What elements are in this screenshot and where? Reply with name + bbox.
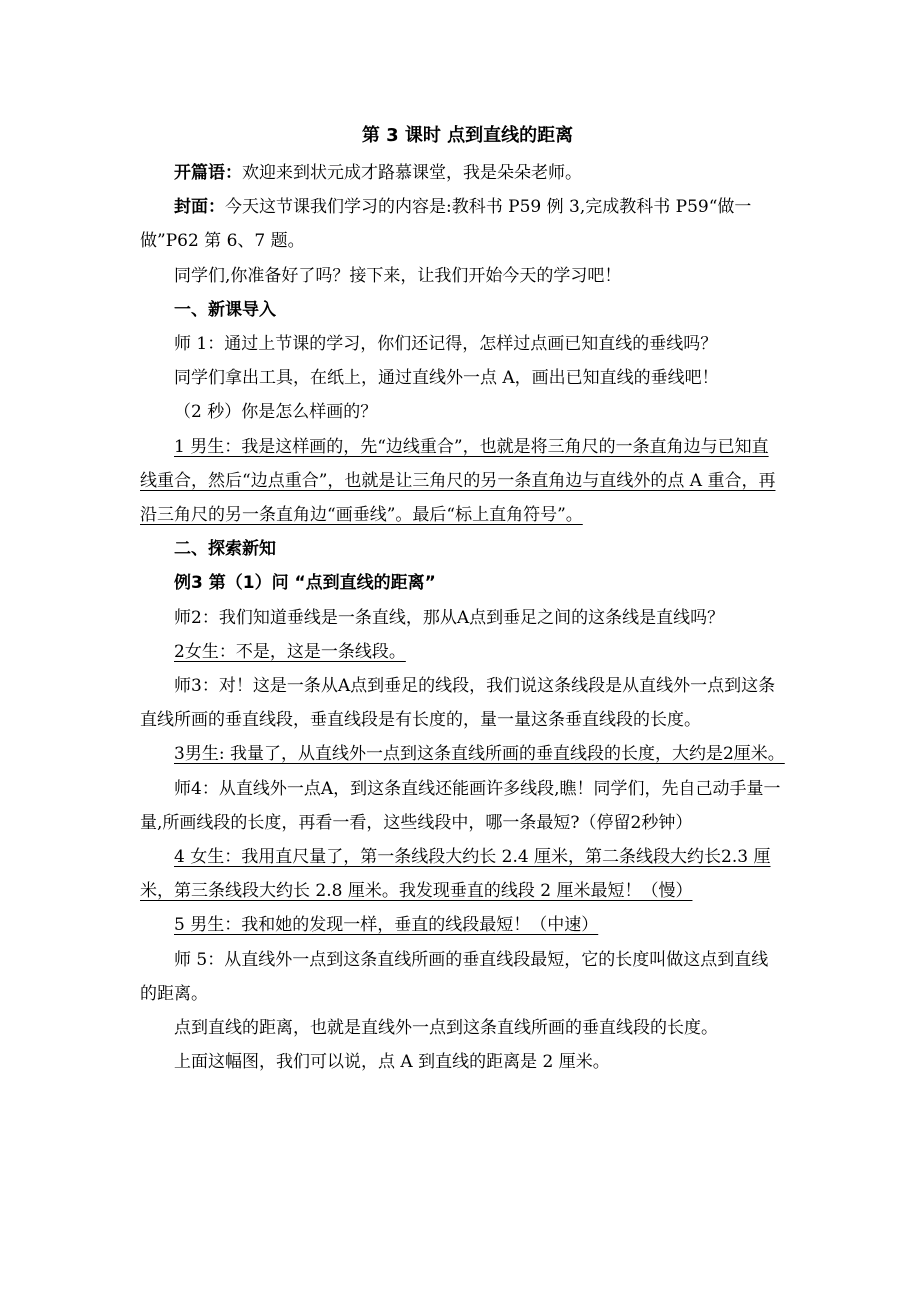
student-line-4-text: 4 女生：我用直尺量了，第一条线段大约长 2.4 厘米，第二条线段大约长2.3 厘米，第三条线段大约长 2.8 厘米。我发现垂直的线段 2 厘米最短！（慢） [140,847,771,902]
example-heading: 例3 第（1）问 “点到直线的距离” [174,573,436,594]
document-page [140,116,785,1079]
section-heading-intro: 一、新课导入 [174,299,276,320]
student-line-5-text: 5 男生：我和她的发现一样，垂直的线段最短！（中速） [174,915,599,936]
student-line-3 [140,737,785,771]
opening-paragraph [140,156,785,190]
opening-text: 欢迎来到状元成才路慕课堂，我是朵朵老师。 [242,163,582,183]
cover-text: 今天这节课我们学习的内容是:教科书 P59 例 3,完成教科书 P59“做一做”P62 第 6、7 题。 [140,197,752,252]
teacher-line-4: 师4：从直线外一点A，到这条直线还能画许多线段,瞧！同学们，先自己动手量一量,所画线段的长度，再看一看，这些线段中，哪一条最短?（停留2秒钟） [140,778,781,833]
teacher-line-2: 师2：我们知道垂线是一条直线，那从A点到垂足之间的这条线是直线吗？ [174,607,725,628]
teacher-line-1b: 同学们拿出工具，在纸上，通过直线外一点 A，画出已知直线的垂线吧！ [174,368,719,389]
opening-label: 开篇语： [174,163,242,183]
student-line-1 [140,430,785,533]
teacher-line-1c: （2 秒）你是怎么样画的？ [174,402,378,423]
student-line-2-text: 2女生：不是，这是一条线段。 [174,641,406,662]
student-line-3-text: 3男生: 我量了，从直线外一点到这条直线所画的垂直线段的长度，大约是2厘米。 [174,744,785,765]
cover-paragraph [140,190,785,258]
ready-paragraph: 同学们,你准备好了吗？接下来，让我们开始今天的学习吧！ [174,265,622,286]
page-title: 第 3 课时 点到直线的距离 [361,125,574,146]
conclusion-paragraph: 上面这幅图，我们可以说，点 A 到直线的距离是 2 厘米。 [174,1052,610,1073]
cover-label: 封面： [174,197,225,218]
teacher-line-3: 师3：对！这是一条从A点到垂足的线段，我们说这条线段是从直线外一点到这条直线所画的垂直线段，垂直线段是有长度的，量一量这条垂直线段的长度。 [140,676,776,731]
student-line-5 [140,908,785,942]
student-line-2 [140,635,785,669]
teacher-line-5: 师 5：从直线外一点到这条直线所画的垂直线段最短，它的长度叫做这点到直线的距离。 [140,949,769,1004]
section-heading-explore: 二、探索新知 [174,539,276,560]
teacher-line-1: 师 1：通过上节课的学习，你们还记得，怎样过点画已知直线的垂线吗？ [174,334,718,355]
student-line-1-text: 1 男生：我是这样画的，先“边线重合”，也就是将三角尺的一条直角边与已知直线重合，然后“边点重合”，也就是让三角尺的另一条直角边与直线外的点 A 重合，再沿三角尺的另一条直角边“画垂线”。最后“标上直角符号”。 [140,436,776,526]
student-line-4 [140,840,785,908]
definition-paragraph: 点到直线的距离，也就是直线外一点到这条直线所画的垂直线段的长度。 [174,1018,718,1039]
